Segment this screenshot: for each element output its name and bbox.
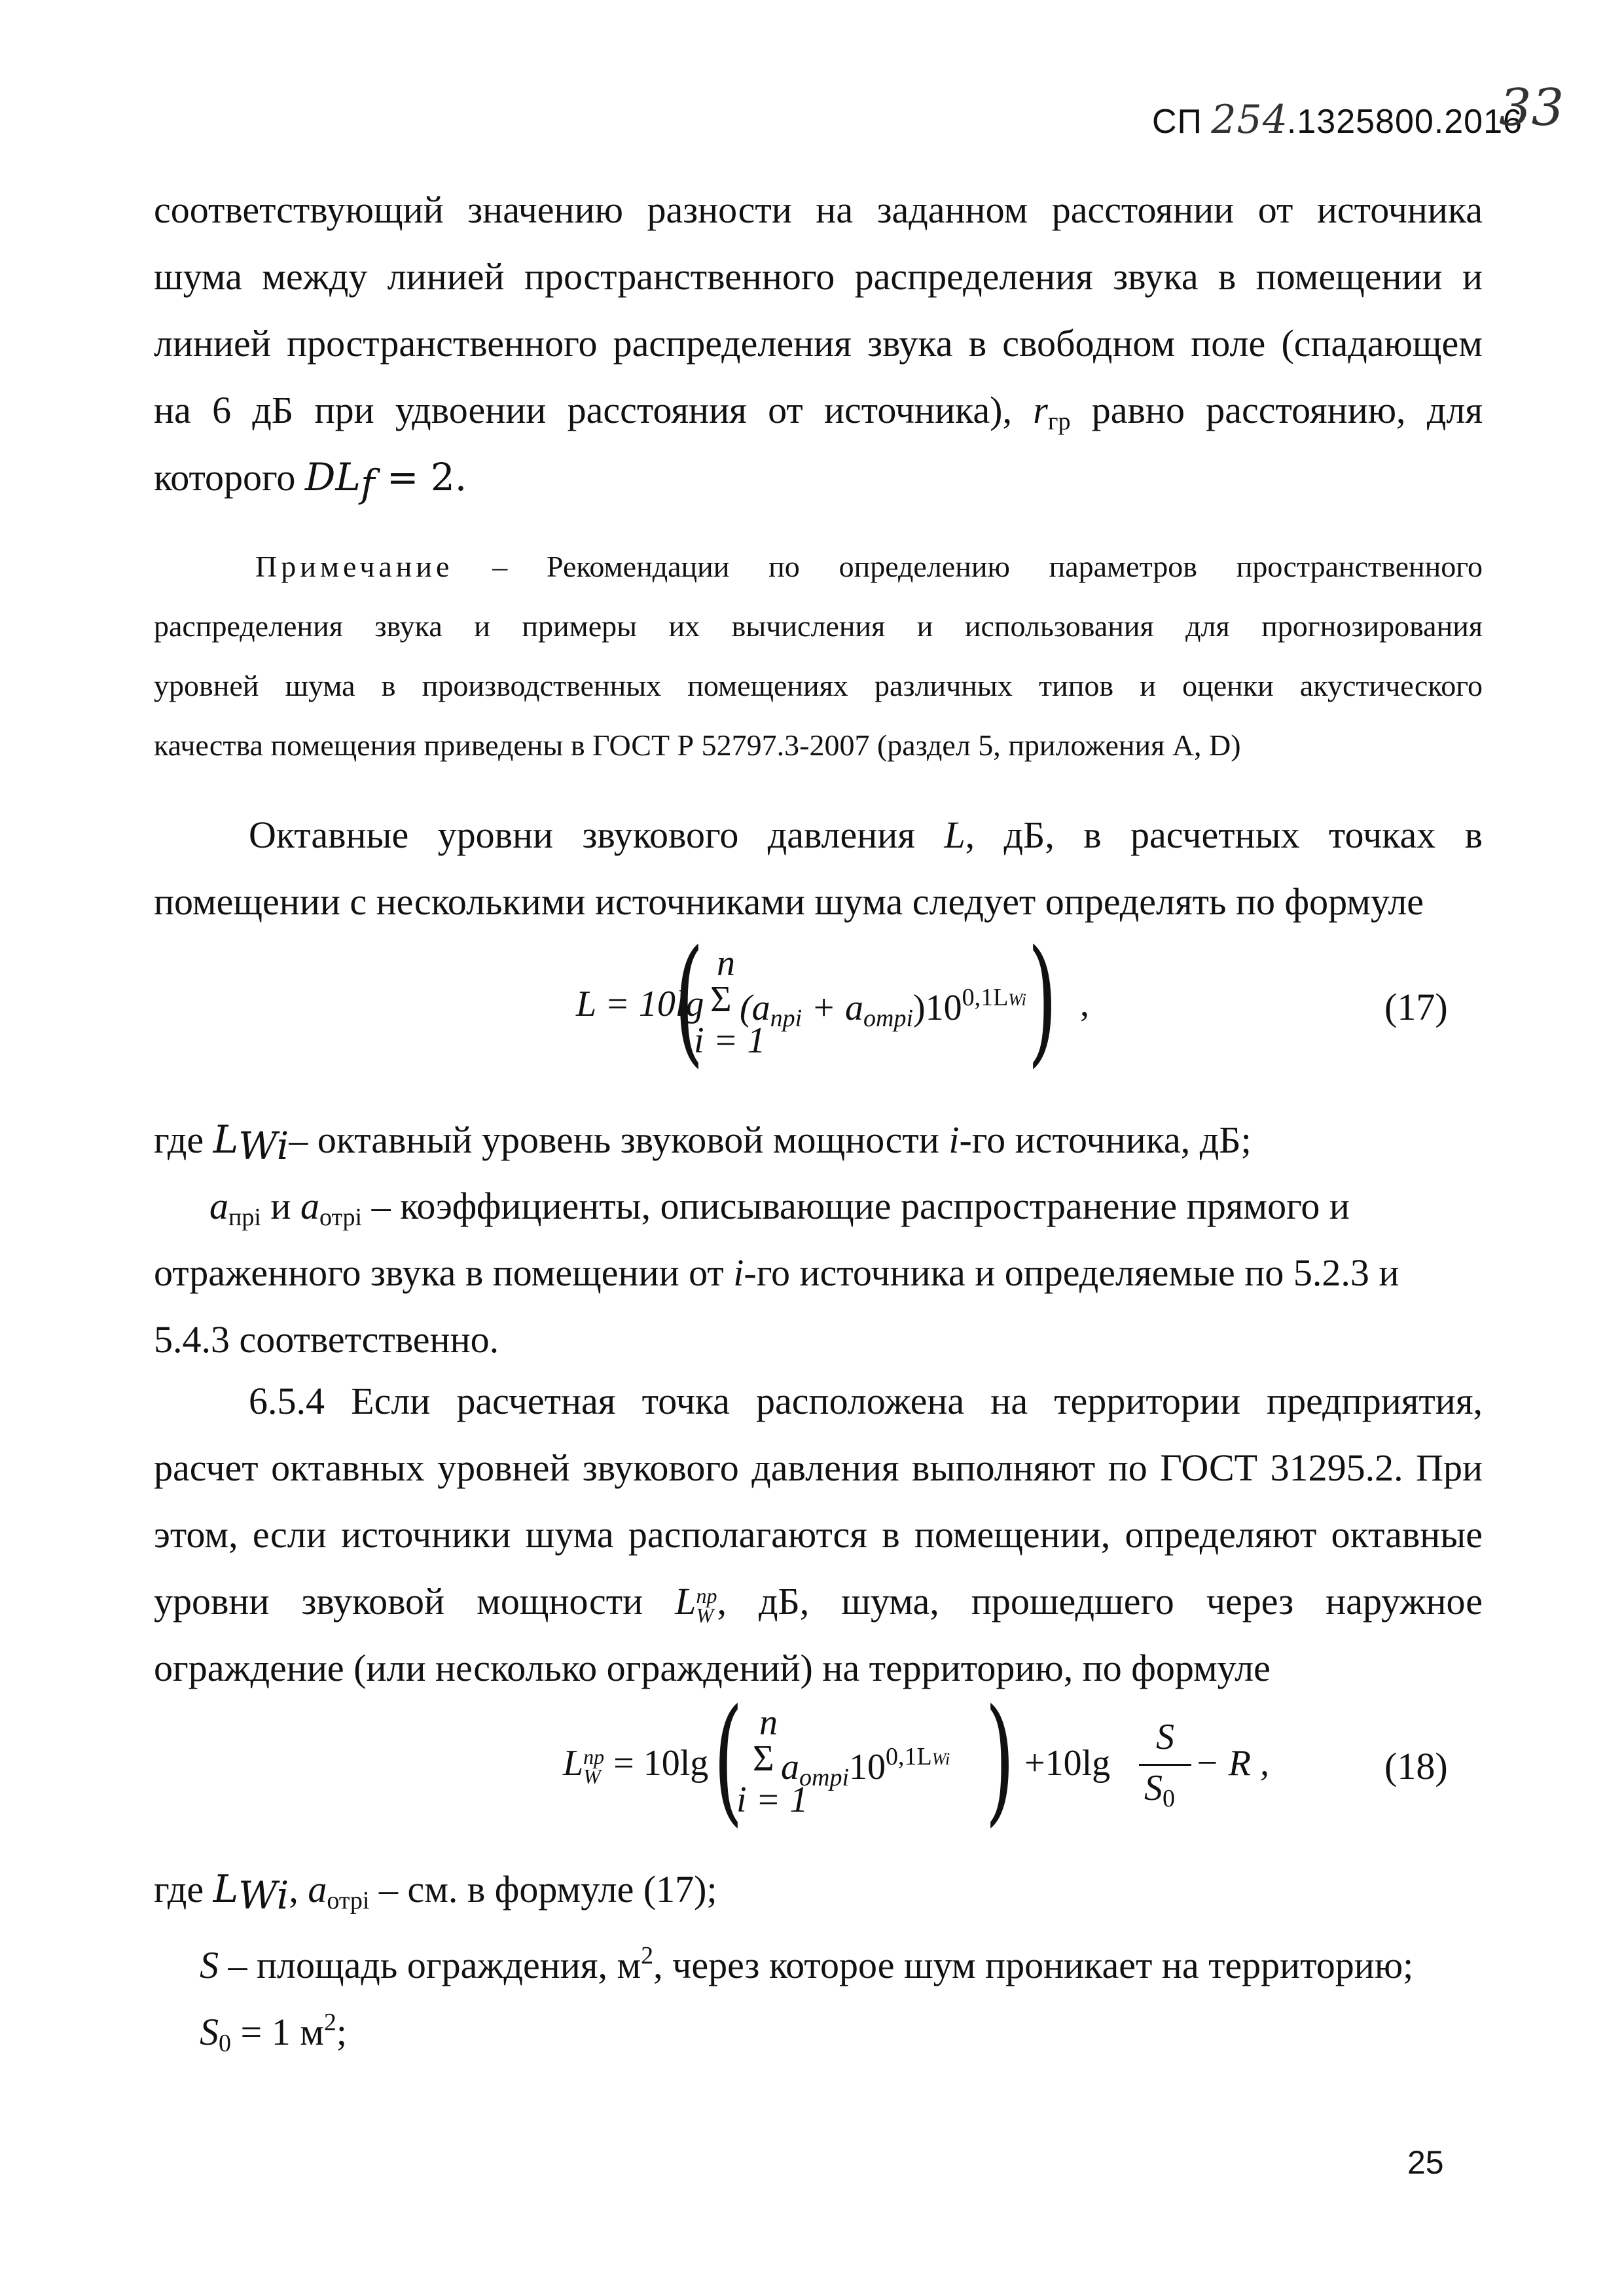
variable-i: i: [948, 1119, 960, 1161]
subscript: W: [696, 1603, 714, 1627]
note-line: уровней шума в производственных помещениях различных типов и оценки акустического: [154, 669, 1483, 702]
text-span: ,: [289, 1868, 308, 1910]
text-span: – октавный уровень звуковой мощности: [289, 1119, 949, 1161]
subscript: гр: [1047, 408, 1071, 435]
section-6-5-4: [154, 1368, 1483, 1702]
note-line: качества помещения приведены в ГОСТ Р 52797.3-2007 (раздел 5, приложения А, D): [154, 728, 1241, 762]
note-label: Примечание: [255, 550, 454, 583]
text-span: Октавные уровни звукового давления: [249, 814, 945, 856]
variable-L: L: [944, 814, 965, 856]
math-subscript: f: [360, 461, 375, 506]
text-span: уровни звуковой мощности: [154, 1580, 676, 1623]
text-span: где: [154, 1119, 213, 1161]
superscript-sub: Wi: [1008, 990, 1026, 1009]
formula-inner: [740, 983, 1026, 1033]
text-line: [154, 1106, 1483, 1173]
formula-text: S: [1144, 1768, 1163, 1808]
text-line: [154, 1568, 1483, 1635]
text-line: помещении с несколькими источниками шума следует определять по формуле: [154, 880, 1424, 923]
text-span: -го источника, дБ;: [959, 1119, 1252, 1161]
subscript: прi: [228, 1204, 261, 1231]
text-line: соответствующий значению разности на заданном расстоянии от источника: [154, 188, 1483, 231]
formula-18: [563, 1679, 1492, 1840]
subscript: W: [583, 1765, 601, 1789]
text-span: где: [154, 1868, 213, 1910]
document-code: [1152, 97, 1523, 143]
text-span: – см. в формуле (17);: [369, 1868, 717, 1910]
variable-S0: S: [200, 2011, 219, 2053]
superscript: 0,1L: [886, 1743, 932, 1770]
text-line: этом, если источники шума располагаются в помещении, определяют октавные: [154, 1513, 1483, 1556]
text-span: на 6 дБ при удвоении расстояния от источника),: [154, 389, 1034, 431]
text-line: шума между линией пространственного распределения звука в помещении и: [154, 255, 1483, 298]
superscript-sub: Wi: [931, 1749, 950, 1768]
text-span: которого: [154, 456, 305, 499]
math-L: L: [213, 1867, 239, 1911]
formula-17-explanation: [154, 1106, 1483, 1373]
formula-17: [576, 920, 1492, 1081]
variable-L: L: [675, 1580, 696, 1623]
subscript: 0: [219, 2030, 231, 2057]
variable-i: i: [733, 1251, 744, 1294]
text-span: отраженного звука в помещении от: [154, 1251, 734, 1294]
text-line: [154, 1856, 1483, 1922]
left-paren: (: [713, 1679, 744, 1840]
text-line: [154, 377, 1483, 444]
subscript: отрi: [319, 1204, 363, 1231]
formula-number: (17): [1384, 986, 1448, 1028]
formula-text: (a: [740, 988, 770, 1028]
formula-lhs: [563, 1742, 709, 1789]
page-header: [1113, 79, 1571, 157]
subscript: отрi: [863, 1005, 914, 1032]
note-line: распределения звука и примеры их вычисления и использования для прогнозирования: [154, 609, 1483, 643]
note-block: [154, 537, 1483, 775]
formula-tail: − R ,: [1195, 1743, 1269, 1784]
variable-a: a: [308, 1868, 327, 1910]
sum-lower: i = 1: [694, 1020, 766, 1061]
sum-sign: Σ: [710, 979, 732, 1020]
code-suffix: .1325800.2016: [1286, 103, 1523, 141]
formula-mid: +10lg: [1024, 1743, 1111, 1784]
left-paren: (: [674, 920, 704, 1081]
text-line: расчет октавных уровней звукового давления выполняют по ГОСТ 31295.2. При: [154, 1446, 1483, 1489]
subscript: прi: [770, 1005, 803, 1032]
code-prefix: СП: [1152, 103, 1213, 141]
subscript: отрi: [327, 1887, 370, 1914]
formula-text: a: [781, 1747, 799, 1787]
sum-upper: n: [717, 943, 735, 984]
superscript: 0,1L: [962, 984, 1009, 1011]
text-line: [154, 1240, 1483, 1306]
fraction-numerator: S: [1156, 1717, 1174, 1757]
text-span: равно расстоянию, для: [1070, 389, 1483, 431]
page-number: 25: [1407, 2144, 1444, 2181]
paragraph-continuation: [154, 177, 1483, 511]
text-span: , дБ, шума, прошедшего через наружное: [717, 1580, 1483, 1623]
formula-text: L: [563, 1743, 584, 1784]
subscript: 0: [1163, 1785, 1175, 1812]
text-span: – коэффициенты, описывающие распространение прямого и: [362, 1185, 1350, 1227]
sup-sub-stack: [696, 1583, 717, 1627]
text-line: [154, 1173, 1483, 1240]
paragraph-octave-levels: [154, 802, 1483, 935]
variable-a: a: [300, 1185, 319, 1227]
fraction-denominator: [1144, 1767, 1175, 1813]
sum-sign: Σ: [753, 1738, 774, 1779]
formula-text: 10: [849, 1747, 886, 1787]
variable-S: S: [200, 1944, 219, 1986]
formula-inner: [781, 1742, 950, 1792]
text-span: , дБ, в расчетных точках в: [965, 814, 1483, 856]
text-line: линией пространственного распределения звука в свободном поле (спадающем: [154, 322, 1483, 365]
superscript: пр: [583, 1745, 605, 1769]
sup-sub-stack: [583, 1745, 605, 1789]
text-line: [154, 802, 1483, 869]
superscript: 2: [641, 1942, 654, 1969]
handwritten-code-number: 254: [1211, 97, 1288, 143]
fraction-bar: [1139, 1764, 1191, 1766]
formula-text: = 10lg: [604, 1743, 709, 1784]
sum-upper: n: [759, 1702, 778, 1743]
text-span: ;: [336, 2011, 348, 2053]
formula-text: + a: [802, 988, 864, 1028]
formula-text: )10: [913, 988, 962, 1028]
text-span: , через которое шум проникает на территорию;: [653, 1944, 1414, 1986]
text-line: 6.5.4 Если расчетная точка расположена на территории предприятия,: [249, 1380, 1483, 1422]
superscript: 2: [323, 2009, 336, 2036]
text-line: 5.4.3 соответственно.: [154, 1318, 499, 1361]
superscript: пр: [696, 1583, 717, 1607]
sum-lower: i = 1: [736, 1780, 808, 1820]
math-subscript: Wi: [238, 1124, 289, 1168]
text-line: [154, 1922, 1483, 1989]
text-span: – Рекомендации по определению параметров пространственного: [453, 550, 1483, 583]
text-line: [154, 444, 1483, 511]
subscript: отрi: [799, 1764, 849, 1791]
formula-18-explanation: [154, 1856, 1483, 2056]
math-equals: = 2.: [374, 455, 467, 499]
text-line: [154, 1989, 1483, 2056]
right-paren: ): [1028, 920, 1058, 1081]
text-span: = 1 м: [231, 2011, 324, 2053]
variable-r: r: [1033, 389, 1048, 431]
variable-a: a: [209, 1185, 228, 1227]
text-span: и: [261, 1185, 300, 1227]
text-span: -го источника и определяемые по 5.2.3 и: [744, 1251, 1399, 1294]
math-dl: DL: [304, 455, 361, 499]
right-paren: ): [985, 1679, 1015, 1840]
formula-comma: ,: [1080, 984, 1089, 1024]
formula-text: L = 10lg: [576, 984, 704, 1024]
formula-number: (18): [1384, 1745, 1448, 1787]
math-subscript: Wi: [238, 1873, 289, 1918]
note-line: [154, 537, 1483, 596]
math-L: L: [213, 1117, 239, 1162]
text-span: – площадь ограждения, м: [219, 1944, 641, 1986]
text-line: ограждение (или несколько ограждений) на территорию, по формуле: [154, 1647, 1271, 1689]
handwritten-page-number: 33: [1499, 79, 1564, 137]
